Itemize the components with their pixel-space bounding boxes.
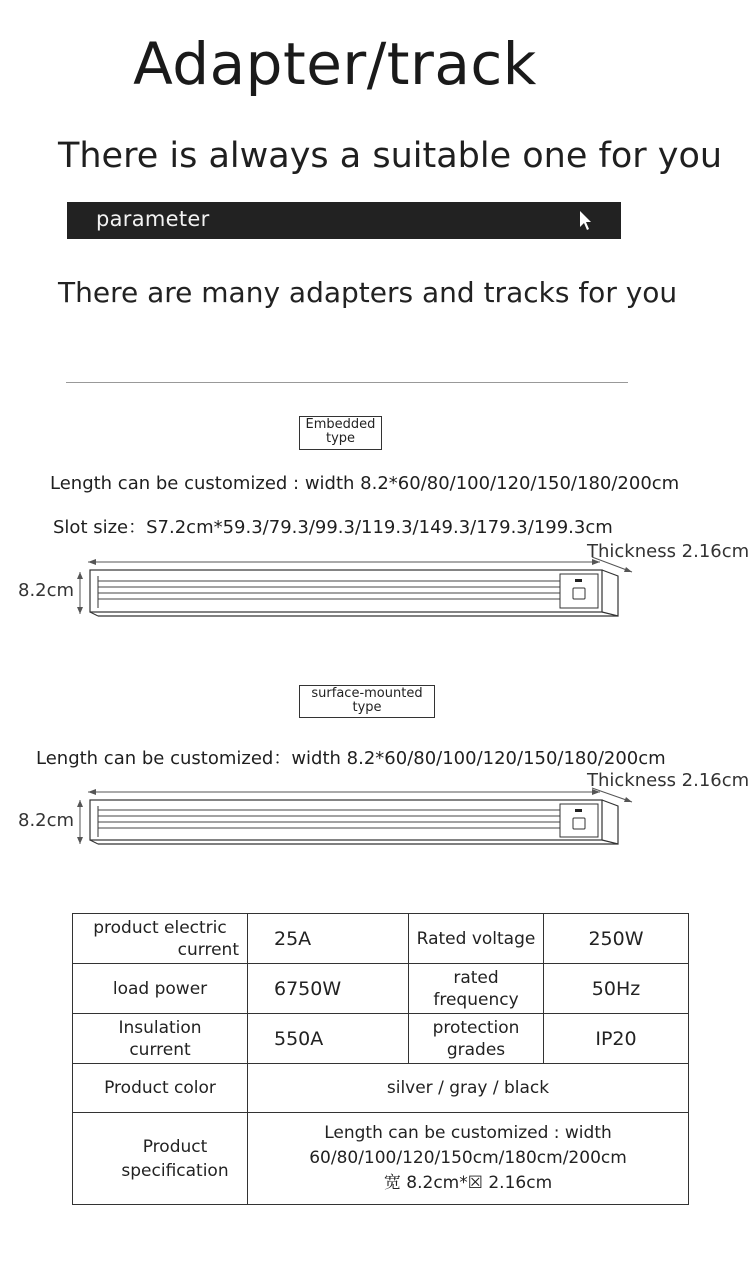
- load-label: load power: [73, 964, 248, 1014]
- spec-value: [248, 1113, 689, 1205]
- spec-value-line3: 宽 8.2cm*☒ 2.16cm: [383, 1173, 553, 1193]
- voltage-label: Rated voltage: [409, 914, 544, 964]
- surface-length-text: Length can be customized：width 8.2*60/80/100/120/150/180/200cm: [36, 748, 666, 769]
- frequency-label: rated frequency: [409, 964, 544, 1014]
- frequency-value: 50Hz: [544, 964, 689, 1014]
- page-subtitle: There is always a suitable one for you: [58, 136, 723, 176]
- surface-height-label: 8.2cm: [18, 810, 75, 831]
- embedded-thickness-label: Thickness 2.16cm: [587, 541, 750, 562]
- page-title: Adapter/track: [133, 30, 537, 98]
- parameter-label: parameter: [96, 207, 210, 231]
- embedded-type-label-line1: Embedded: [305, 417, 376, 432]
- current-label-line2: current: [177, 939, 239, 960]
- intro-text: There are many adapters and tracks for you: [58, 276, 678, 309]
- insulation-label: [73, 1014, 248, 1064]
- table-row: [73, 914, 689, 964]
- insulation-value: 550A: [248, 1014, 409, 1064]
- protection-label-line1: protection: [432, 1017, 520, 1038]
- load-value: 6750W: [248, 964, 409, 1014]
- spec-value-line2: 60/80/100/120/150cm/180cm/200cm: [309, 1148, 627, 1168]
- table-row: [73, 964, 689, 1014]
- current-label-line1: product electric: [93, 917, 227, 938]
- spec-label-line2: specification: [121, 1160, 229, 1181]
- color-value: silver / gray / black: [248, 1064, 689, 1113]
- insulation-label-line2: current: [129, 1039, 191, 1060]
- parameter-bar: [67, 202, 621, 239]
- protection-label: [409, 1014, 544, 1064]
- current-label: [73, 914, 248, 964]
- table-row: [73, 1113, 689, 1205]
- table-row: [73, 1014, 689, 1064]
- surface-type-label-line1: surface-mounted: [311, 686, 423, 701]
- surface-thickness-label: Thickness 2.16cm: [587, 770, 750, 791]
- embedded-type-label-line2: type: [325, 431, 356, 446]
- cursor-arrow-icon: [579, 210, 593, 232]
- current-value: 25A: [248, 914, 409, 964]
- table-row: [73, 1064, 689, 1113]
- protection-label-line2: grades: [446, 1039, 506, 1060]
- surface-type-label-line2: type: [352, 700, 382, 715]
- voltage-value: 250W: [544, 914, 689, 964]
- protection-value: IP20: [544, 1014, 689, 1064]
- embedded-track-drawing: [0, 552, 750, 632]
- surface-track-drawing: [0, 782, 750, 862]
- spec-label-line1: Product: [142, 1136, 208, 1157]
- insulation-label-line1: Insulation: [118, 1017, 202, 1038]
- embedded-length-text: Length can be customized : width 8.2*60/80/100/120/150/180/200cm: [50, 473, 680, 494]
- embedded-slot-text: Slot size：S7.2cm*59.3/79.3/99.3/119.3/149.3/179.3/199.3cm: [53, 517, 613, 538]
- spec-table: [72, 913, 689, 1205]
- spec-label: [73, 1113, 248, 1205]
- surface-type-label: [299, 685, 435, 718]
- color-label: Product color: [73, 1064, 248, 1113]
- embedded-height-label: 8.2cm: [18, 580, 75, 601]
- section-divider: [66, 382, 628, 383]
- embedded-type-label: [299, 416, 382, 450]
- spec-value-line1: Length can be customized : width: [324, 1123, 612, 1143]
